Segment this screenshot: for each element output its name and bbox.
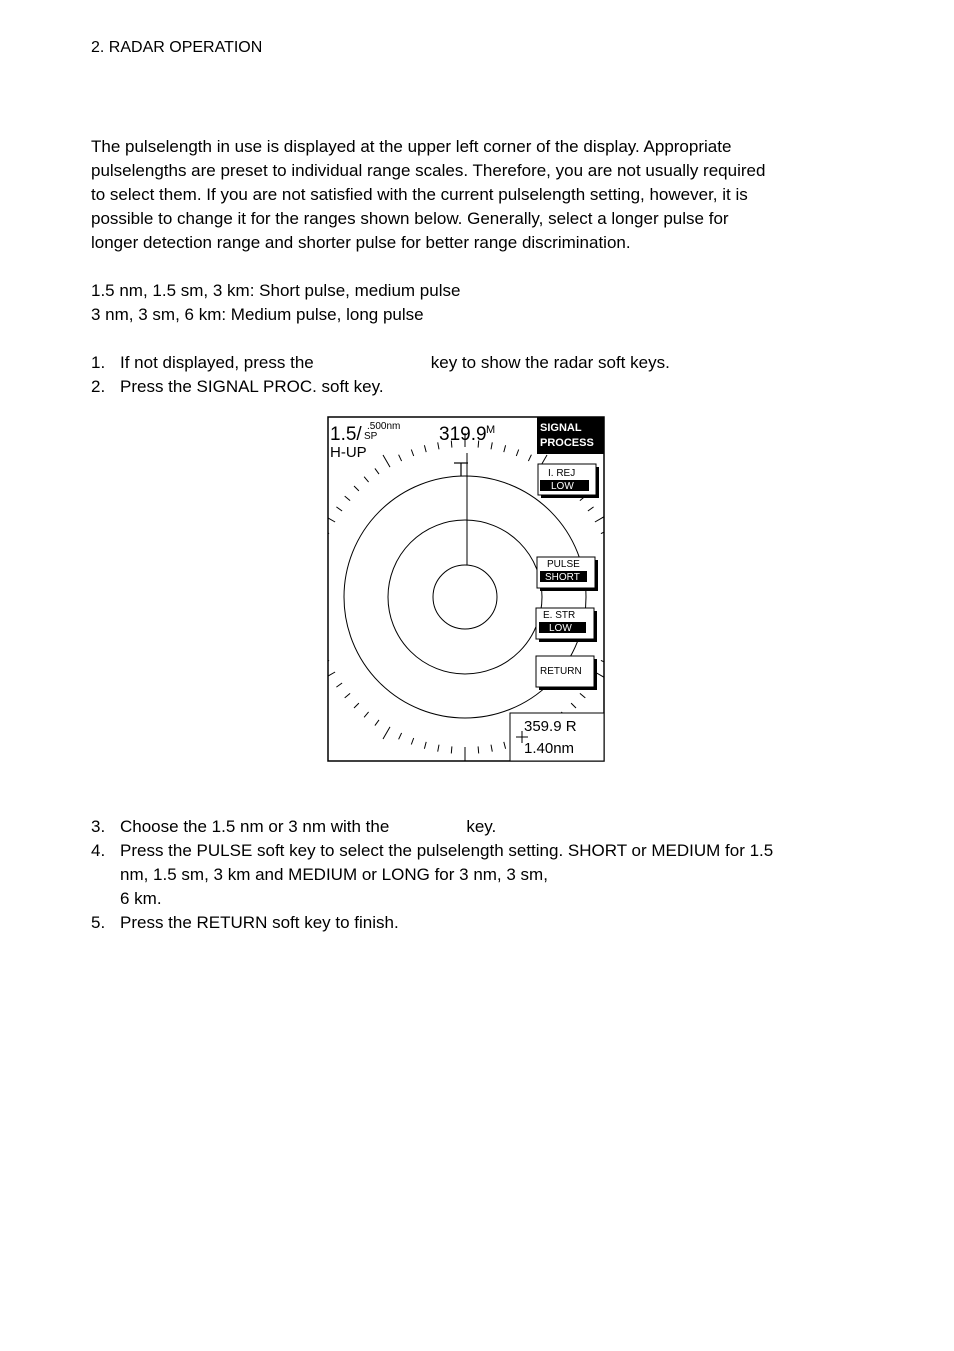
range-item: 1.5 nm, 1.5 sm, 3 km: Short pulse, medium pulse bbox=[91, 281, 461, 300]
pulse-soft-key[interactable] bbox=[537, 557, 598, 591]
step-text: key to show the radar soft keys. bbox=[430, 353, 670, 372]
heading-readout: 319.9 bbox=[439, 424, 487, 445]
bearing-tick bbox=[478, 746, 479, 753]
intro-line: The pulselength in use is displayed at the upper left corner of the display. Appropriate bbox=[91, 137, 732, 156]
soft-key-value: LOW bbox=[551, 481, 574, 492]
bearing-tick bbox=[451, 746, 452, 753]
procedure-steps-b bbox=[91, 815, 851, 935]
menu-title: PROCESS bbox=[540, 437, 594, 449]
step-2 bbox=[91, 375, 851, 399]
menu-title: SIGNAL bbox=[540, 422, 582, 434]
ring-interval: .500nm bbox=[367, 421, 401, 432]
soft-key-label: E. STR bbox=[543, 610, 576, 621]
step-number: 5. bbox=[91, 913, 106, 932]
step-text: Press the PULSE soft key to select the pulselength setting. SHORT or MEDIUM for 1.5 bbox=[120, 841, 774, 860]
soft-key-label: RETURN bbox=[540, 666, 582, 677]
pulse-indicator: SP bbox=[364, 431, 378, 442]
orientation-mode: H-UP bbox=[330, 444, 367, 461]
radar-display-figure bbox=[327, 416, 605, 762]
range-item: 3 nm, 3 sm, 6 km: Medium pulse, long pulse bbox=[91, 305, 424, 324]
step-number: 4. bbox=[91, 841, 106, 860]
estr-soft-key[interactable] bbox=[536, 608, 597, 642]
soft-key-value: SHORT bbox=[545, 572, 580, 583]
soft-key-value: LOW bbox=[549, 623, 572, 634]
range-list bbox=[91, 279, 460, 327]
intro-line: to select them. If you are not satisfied with the current pulselength setting, however, it is bbox=[91, 185, 748, 204]
heading-unit: M bbox=[486, 424, 496, 436]
return-soft-key[interactable] bbox=[536, 656, 597, 690]
step-1 bbox=[91, 351, 851, 375]
step-text: key. bbox=[466, 817, 497, 836]
range-scale: 1.5/ bbox=[330, 424, 362, 445]
step-number: 2. bbox=[91, 377, 106, 396]
step-4 bbox=[91, 839, 851, 911]
intro-paragraph bbox=[91, 135, 851, 255]
step-text: nm, 1.5 sm, 3 km and MEDIUM or LONG for 3 nm, 3 sm, bbox=[120, 865, 548, 884]
step-5 bbox=[91, 911, 851, 935]
soft-key-label: PULSE bbox=[547, 559, 580, 570]
procedure-steps-a bbox=[91, 351, 851, 399]
intro-line: longer detection range and shorter pulse for better range discrimination. bbox=[91, 233, 631, 252]
step-number: 3. bbox=[91, 817, 106, 836]
step-text: If not displayed, press the bbox=[120, 353, 314, 372]
intro-line: pulselengths are preset to individual range scales. Therefore, you are not usually required bbox=[91, 161, 766, 180]
intro-line: possible to change it for the ranges shown below. Generally, select a longer pulse for bbox=[91, 209, 729, 228]
cursor-range: 1.40nm bbox=[524, 740, 575, 757]
radar-screen bbox=[327, 416, 605, 762]
step-text: Choose the 1.5 nm or 3 nm with the bbox=[120, 817, 390, 836]
section-header: 2. RADAR OPERATION bbox=[91, 39, 263, 56]
step-text: Press the SIGNAL PROC. soft key. bbox=[120, 377, 384, 396]
step-number: 1. bbox=[91, 353, 106, 372]
step-text: Press the RETURN soft key to finish. bbox=[120, 913, 399, 932]
soft-key-label: I. REJ bbox=[548, 468, 576, 479]
cursor-bearing: 359.9 R bbox=[524, 718, 577, 735]
step-text: 6 km. bbox=[120, 889, 162, 908]
step-3 bbox=[91, 815, 851, 839]
irej-soft-key[interactable] bbox=[538, 464, 599, 498]
